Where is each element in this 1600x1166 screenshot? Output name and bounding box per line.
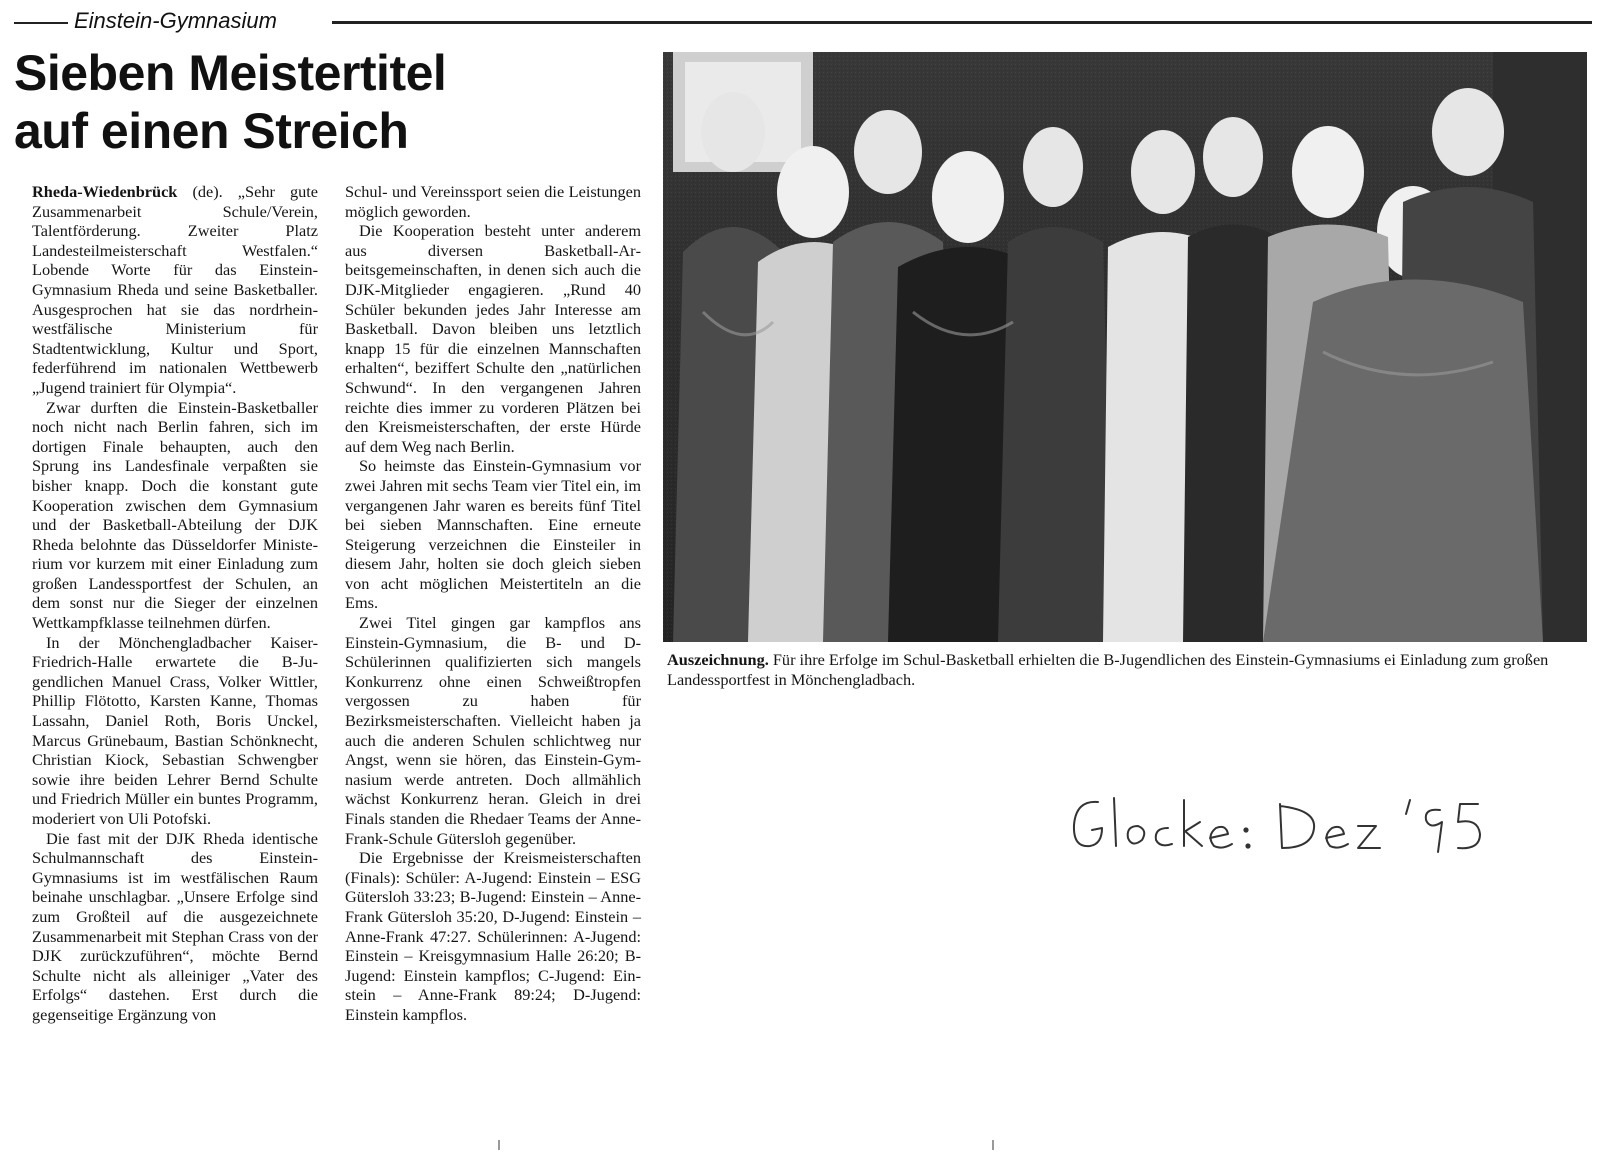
article-paragraph: Die fast mit der DJK Rheda identische Schulmannschaft des Einstein-Gymnasiums ist im westfälischen Raum beinahe unschlagbar. „Unsere Erfolge sind zum Großteil auf die ausgezeichnete Zusammenarbeit mit Stephan Crass von der DJK zurückzuführen“, möchte Bernd Schulte nicht als alleiniger „Vater des Erfolgs“ dastehen. Erst durch die gegenseitige Ergänzung von: [32, 828, 318, 1024]
team-photo-illustration: [663, 52, 1587, 642]
article-paragraph-text: (de). „Sehr gute Zusammenarbeit Schule/Verein, Talentförderung. Zweiter Platz Landesteilmeisterschaft Westfalen.“ Lobende Worte für das Einstein-Gymnasium Rheda und seine Basketballer. Ausgesprochen hat sie das nordrhein-westfälische Ministerium für Stadtentwicklung, Kultur und Sport, federführend im nationalen Wettbewerb „Jugend trainiert für Olympia“.: [32, 182, 318, 397]
article-column-1: [32, 182, 318, 1025]
article-paragraph: Die Ergebnisse der Kreismeisterschaften (Finals): Schüler: A-Jugend: Einstein – ESG Gütersloh 33:23; B-Jugend: Einstein – Anne-Frank Gütersloh 35:20, D-Jugend: Einstein – Anne-Frank 47:27. Schülerinnen: A-Jugend: Einstein – Kreisgymnasium Halle 26:20; B-Jugend: Einstein kampflos; C-Jugend: Einstein – Anne-Frank 89:24; D-Jugend: Einstein kampflos.: [345, 848, 641, 1024]
photo-caption: [667, 650, 1587, 689]
article-paragraph: [32, 182, 318, 398]
caption-text: Für ihre Erfolge im Schul-Basketball erhielten die B-Jugendlichen des Einstein-Gymnasiums ei Einladung zum großen Landessportfest in Mönchengladbach.: [667, 650, 1549, 689]
headline: [14, 44, 644, 160]
article-column-2: [345, 182, 641, 1025]
article-paragraph: Zwei Titel gingen gar kampflos ans Einstein-Gymnasium, die B- und D-Schülerinnen qualifizierten sich mangels Konkurrenz ohne einen Schweißtropfen vergossen zu haben für Bezirksmeisterschaften. Vielleicht haben ja auch die anderen Schulen schlichtweg nur Angst, wenn sie hören, das Einstein-Gymnasium werde antreten. Doch allmählich wächst Konkurrenz heran. Gleich in drei Finals standen die Rhedaer Teams der Anne-Frank-Schule Gütersloh gegenüber.: [345, 613, 641, 848]
article-paragraph: In der Mönchengladbacher Kaiser-Friedrich-Halle erwartete die B-Jugendlichen Manuel Crass, Volker Wittler, Phillip Flötotto, Karsten Kanne, Thomas Lassahn, Daniel Roth, Boris Unckel, Marcus Grünebaum, Bastian Schönknecht, Christian Kiock, Sebastian Schwengber sowie ihre beiden Lehrer Bernd Schulte und Friedrich Müller ein buntes Programm, moderiert von Uli Potofski.: [32, 632, 318, 828]
caption-title: Auszeichnung.: [667, 650, 769, 669]
handwritten-note: [1068, 790, 1588, 870]
print-mark: [992, 1140, 994, 1150]
team-photo: [663, 52, 1587, 642]
headline-line-2: auf einen Streich: [14, 103, 409, 159]
kicker-label: Einstein-Gymnasium: [74, 8, 277, 33]
article-paragraph: So heimste das Einstein-Gymnasium vor zwei Jahren mit sechs Team vier Titel ein, im vergangenen Jahr waren es bereits fünf Titel bei sieben Mannschaften. Eine erneute Steigerung verzeichnen die Einsteiler in diesem Jahr, holten sie doch gleich sieben von acht möglichen Meistertiteln an die Ems.: [345, 456, 641, 613]
print-mark: [498, 1140, 500, 1150]
article-paragraph: Die Kooperation besteht unter anderem aus diversen Basketball-Arbeitsgemeinschaften, in denen sich auch die DJK-Mitglieder engagieren. „Rund 40 Schüler bekunden jedes Jahr Interesse am Basketball. Davon bleiben uns letztlich knapp 15 für die einzelnen Mannschaften erhalten“, beziffert Schulte den „natürlichen Schwund“. In den vergangenen Jahren reichte dies immer zu vorderen Plätzen bei den Kreismeisterschaften, der erste Hürde auf dem Weg nach Berlin.: [345, 221, 641, 456]
article-paragraph: Schul- und Vereinssport seien die Leistungen möglich geworden.: [345, 182, 641, 221]
article-paragraph: Zwar durften die Einstein-Basketballer noch nicht nach Berlin fahren, sich im dortigen Finale behaupten, auch den Sprung ins Landesfinale verpaßten sie bisher knapp. Doch die konstant gute Kooperation zwischen dem Gymnasium und der Basketball-Abteilung der DJK Rheda belohnte das Düsseldorfer Ministerium vor kurzem mit einer Einladung zum großen Landessportfest der Schulen, an dem sonst nur die Sieger der einzelnen Wettkampfklasse teilnehmen dürfen.: [32, 397, 318, 633]
kicker-rule-right: [332, 21, 1592, 24]
handwritten-note-drawing: [1068, 790, 1588, 870]
section-kicker: [14, 10, 1592, 36]
kicker-rule-left: [14, 22, 68, 24]
dateline: Rheda-Wiedenbrück: [32, 182, 178, 201]
headline-line-1: Sieben Meistertitel: [14, 45, 447, 101]
